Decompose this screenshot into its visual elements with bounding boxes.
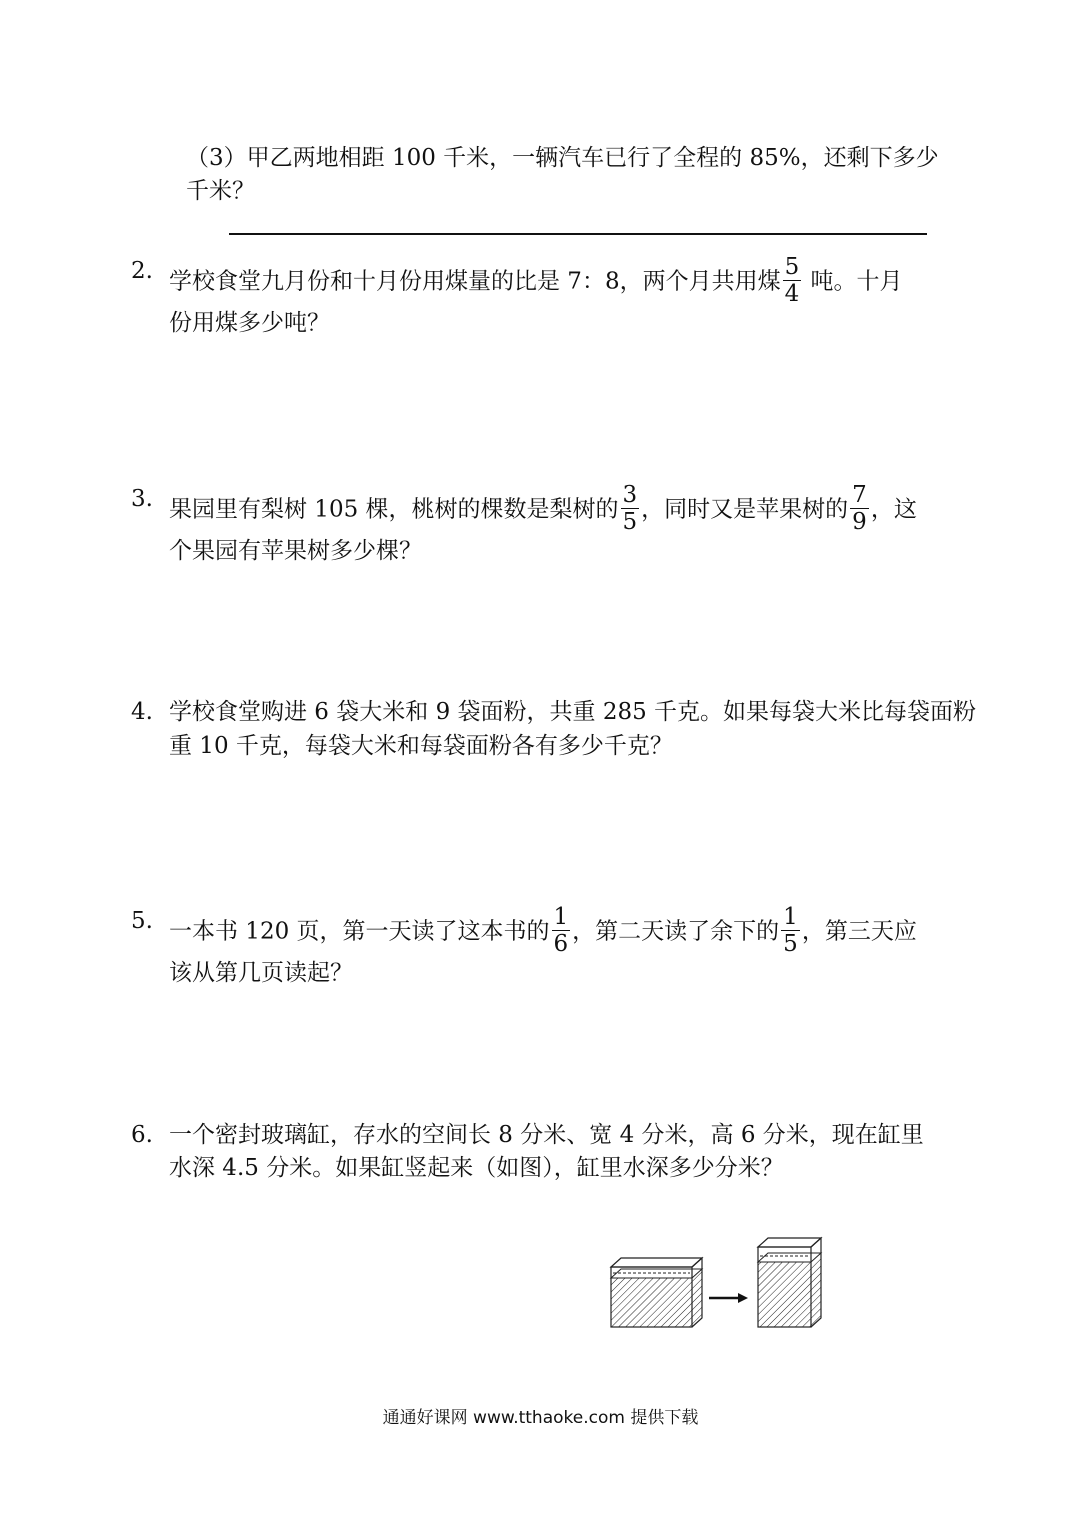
- q5-line1-a: 一本书 120 页，第一天读了这本书的: [169, 918, 550, 945]
- standing-tank-water-side: [811, 1253, 821, 1327]
- q5-frac1-den: 6: [553, 931, 569, 957]
- q2-line1-pre: 学校食堂九月份和十月份用煤量的比是 7：8，两个月共用煤: [169, 268, 781, 295]
- q4-number: 4.: [131, 699, 153, 725]
- q2-fraction: [783, 254, 802, 307]
- q3-fraction-1: [621, 482, 640, 535]
- q4-line2: 重 10 千克，每袋大米和每袋面粉各有多少千克？: [169, 733, 673, 759]
- q3-frac2-den: 9: [852, 509, 867, 535]
- q5-frac1-num: 1: [553, 904, 569, 930]
- q5-line1: [169, 906, 917, 959]
- q3-frac1-num: 3: [622, 482, 638, 508]
- q2-line1: [169, 256, 903, 309]
- q5-fraction-2: [781, 904, 800, 957]
- q6-line1: 一个密封玻璃缸，存水的空间长 8 分米、宽 4 分米，高 6 分米，现在缸里: [169, 1122, 924, 1148]
- q3-frac1-den: 5: [622, 509, 638, 535]
- q5-line2: 该从第几页读起？: [169, 960, 353, 986]
- q2-line2: 份用煤多少吨？: [169, 310, 330, 336]
- q3-frac2-num: 7: [852, 482, 867, 508]
- q3-line2: 个果园有苹果树多少棵？: [169, 538, 422, 564]
- q5-line1-b: ，第二天读了余下的: [572, 918, 780, 945]
- q2-frac-num: 5: [784, 254, 800, 280]
- q2-number: 2.: [131, 258, 153, 284]
- q5-line1-c: ，第三天应: [801, 918, 917, 945]
- lying-tank-water-side: [692, 1269, 702, 1327]
- q5-number: 5.: [131, 908, 153, 934]
- lying-tank: [611, 1258, 702, 1327]
- answer-rule: [229, 233, 927, 235]
- q3-line1: [169, 484, 917, 537]
- standing-tank: [758, 1238, 821, 1327]
- lying-tank-water: [611, 1278, 692, 1327]
- q6-line2: 水深 4.5 分米。如果缸竖起来（如图），缸里水深多少分米？: [169, 1155, 784, 1181]
- q5-frac2-num: 1: [783, 904, 798, 930]
- q3-fraction-2: [850, 482, 869, 535]
- q3-line1-c: ，这: [870, 496, 917, 523]
- q4-line1: 学校食堂购进 6 袋大米和 9 袋面粉，共重 285 千克。如果每袋大米比每袋面粉: [169, 699, 977, 725]
- q2-line1-post: 吨。十月: [810, 268, 903, 295]
- arrow-icon: [709, 1293, 748, 1303]
- q1-3-line1: （3）甲乙两地相距 100 千米，一辆汽车已行了全程的 85%，还剩下多少: [186, 145, 939, 171]
- q3-line1-b: ，同时又是苹果树的: [641, 496, 849, 523]
- q3-number: 3.: [131, 486, 153, 512]
- page-footer: 通通好课网 www.tthaoke.com 提供下载: [382, 1408, 699, 1428]
- q3-line1-a: 果园里有梨树 105 棵，桃树的棵数是梨树的: [169, 496, 619, 523]
- q1-3-line2: 千米？: [186, 178, 255, 204]
- q2-frac-den: 4: [784, 281, 800, 307]
- lying-tank-top: [611, 1258, 702, 1267]
- q5-fraction-1: [552, 904, 571, 957]
- q6-number: 6.: [131, 1122, 153, 1148]
- glass-tank-figure: [600, 1232, 830, 1332]
- q5-frac2-den: 5: [783, 931, 798, 957]
- standing-tank-water: [758, 1262, 811, 1327]
- standing-tank-top: [758, 1238, 821, 1247]
